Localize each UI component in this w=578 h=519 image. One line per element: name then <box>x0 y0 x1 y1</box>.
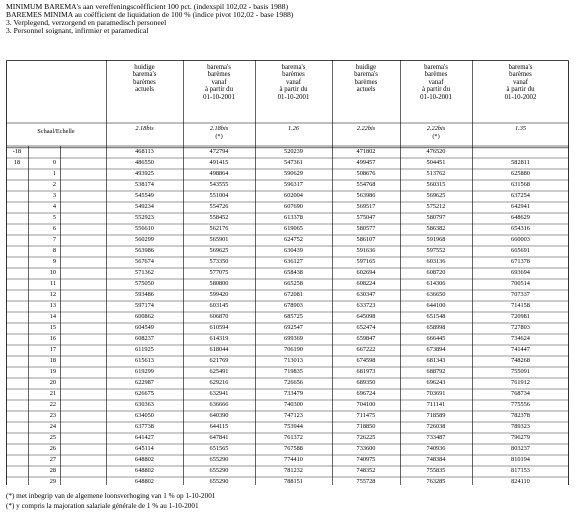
salary-value: 755091 <box>511 368 530 375</box>
salary-value: 596317 <box>284 181 303 188</box>
salary-value: 560299 <box>135 236 154 243</box>
salary-value: 549234 <box>135 203 154 210</box>
salary-value: 689350 <box>356 379 376 386</box>
salary-value: 734624 <box>511 335 530 342</box>
scale-value: 1.26 <box>287 125 300 132</box>
salary-value: 569517 <box>356 203 376 210</box>
seniority-label: 18 <box>13 159 21 166</box>
salary-value: 726225 <box>356 434 376 441</box>
seniority-step: 9 <box>52 258 56 265</box>
title-line-nl: MINIMUM BAREMA's aan vereffeningscoëfficient 100 pct. (indexspil 102,02 - basis 1988) <box>6 2 289 11</box>
scale-value: 2.22bis <box>426 125 446 132</box>
salary-value: 755835 <box>426 467 446 474</box>
salary-value: 499457 <box>356 159 376 166</box>
salary-value: 692547 <box>284 324 303 331</box>
salary-value: 591968 <box>426 236 446 243</box>
salary-value: 700514 <box>511 280 530 287</box>
salary-value: 591636 <box>356 247 376 254</box>
salary-value: 610594 <box>209 324 229 331</box>
salary-value: 575212 <box>426 203 446 210</box>
salary-value: 753944 <box>284 423 303 430</box>
salary-value: 748268 <box>511 357 530 364</box>
footnote-fr: (*) y compris la majoration salariale générale de 1 % au 1-10-2001 <box>6 502 199 510</box>
salary-value: 774410 <box>284 456 303 463</box>
salary-value: 707337 <box>511 291 530 298</box>
salary-value: 558452 <box>209 214 229 221</box>
salary-value: 582811 <box>511 159 530 166</box>
salary-value: 768734 <box>511 390 530 397</box>
salary-value: 688792 <box>426 368 446 375</box>
salary-value: 611925 <box>135 346 154 353</box>
salary-value: 625880 <box>511 170 530 177</box>
salary-value: 824110 <box>511 478 530 485</box>
salary-value: 678903 <box>284 302 303 309</box>
salary-value: 636127 <box>284 258 303 265</box>
salary-value: 632941 <box>209 390 229 397</box>
salary-value: 747123 <box>284 412 303 419</box>
salary-value: 703691 <box>426 390 446 397</box>
seniority-step: 11 <box>49 280 56 287</box>
seniority-step: 25 <box>49 434 56 441</box>
salary-value: 636650 <box>426 291 446 298</box>
salary-value: 796279 <box>511 434 530 441</box>
seniority-step: 17 <box>49 346 56 353</box>
salary-value: 748352 <box>356 467 376 474</box>
salary-value: 665691 <box>511 247 530 254</box>
salary-value: 781232 <box>284 467 303 474</box>
salary-value: 655290 <box>209 478 229 485</box>
salary-value: 586107 <box>356 236 376 243</box>
salary-value: 602694 <box>356 269 376 276</box>
salary-value: 634050 <box>135 412 154 419</box>
salary-value: 789323 <box>511 423 530 430</box>
salary-value: 569625 <box>209 247 229 254</box>
scale-value: 2.18bis <box>135 125 154 132</box>
salary-value: 486550 <box>135 159 154 166</box>
salary-value: 654316 <box>511 225 530 232</box>
column-header: barema's barèmes vanaf à partir du 01-10-2002 <box>504 64 537 101</box>
corner-label: Schaal/Echelle <box>37 128 75 135</box>
salary-value: 740975 <box>356 456 376 463</box>
salary-value: 625491 <box>209 368 229 375</box>
salary-value: 571362 <box>135 269 154 276</box>
seniority-step: 3 <box>52 192 56 199</box>
salary-value: 711141 <box>426 401 446 408</box>
salary-value: 626675 <box>135 390 154 397</box>
salary-value: 597165 <box>356 258 376 265</box>
salary-value: 606870 <box>209 313 229 320</box>
salary-value: 665258 <box>284 280 303 287</box>
seniority-step: 18 <box>49 357 56 364</box>
seniority-step: 10 <box>49 269 56 276</box>
salary-value: 748384 <box>426 456 446 463</box>
seniority-step: 22 <box>49 401 56 408</box>
salary-value: 624752 <box>284 236 303 243</box>
salary-value: 491415 <box>209 159 229 166</box>
salary-value: 740936 <box>426 445 446 452</box>
salary-value: 630347 <box>356 291 376 298</box>
salary-value: 471802 <box>356 148 376 155</box>
salary-value: 468113 <box>135 148 154 155</box>
salary-value: 733600 <box>356 445 376 452</box>
seniority-step: 12 <box>49 291 56 298</box>
salary-value: 567674 <box>135 258 154 265</box>
seniority-step: 4 <box>52 203 56 210</box>
salary-value: 673894 <box>426 346 446 353</box>
salary-value: 563986 <box>135 247 154 254</box>
salary-value: 513762 <box>426 170 446 177</box>
column-header: huidige barema's barèmes actuels <box>132 64 157 94</box>
seniority-step: 8 <box>52 247 56 254</box>
salary-value: 631568 <box>511 181 530 188</box>
seniority-step: 19 <box>49 368 56 375</box>
salary-value: 590629 <box>284 170 303 177</box>
salary-value: 603136 <box>426 258 446 265</box>
salary-value: 580797 <box>426 214 446 221</box>
salary-value: 740300 <box>284 401 303 408</box>
salary-value: 593486 <box>135 291 154 298</box>
column-header: barema's barèmes vanaf à partir du 01-10-2001 <box>203 64 235 101</box>
salary-value: 575050 <box>135 280 154 287</box>
salary-value: 629216 <box>209 379 229 386</box>
salary-value: 630439 <box>284 247 303 254</box>
salary-value: 681343 <box>426 357 446 364</box>
scale-value: 1.35 <box>514 125 527 132</box>
seniority-step: 21 <box>49 390 56 397</box>
salary-value: 547361 <box>284 159 303 166</box>
salary-value: 741447 <box>511 346 530 353</box>
salary-value: 622987 <box>135 379 154 386</box>
salary-value: 619299 <box>135 368 154 375</box>
salary-value: 647841 <box>209 434 229 441</box>
salary-value: 648802 <box>135 467 154 474</box>
seniority-step: 13 <box>49 302 56 309</box>
salary-value: 604549 <box>135 324 154 331</box>
salary-value: 602004 <box>284 192 303 199</box>
seniority-step: 15 <box>49 324 56 331</box>
seniority-step: 0 <box>52 159 56 166</box>
salary-value: 718589 <box>426 412 446 419</box>
seniority-step: 14 <box>49 313 56 320</box>
salary-value: 613378 <box>284 214 303 221</box>
salary-value: 727803 <box>511 324 530 331</box>
salary-value: 655290 <box>209 467 229 474</box>
salary-value: 761372 <box>284 434 303 441</box>
salary-value: 614306 <box>426 280 446 287</box>
salary-value: 644100 <box>426 302 446 309</box>
salary-value: 552923 <box>135 214 154 221</box>
salary-value: 556610 <box>135 225 154 232</box>
salary-value: 667222 <box>356 346 376 353</box>
salary-value: 733487 <box>426 434 446 441</box>
salary-value: 775556 <box>511 401 530 408</box>
salary-value: 659847 <box>356 335 376 342</box>
salary-scale-table <box>6 60 569 485</box>
salary-value: 640390 <box>209 412 229 419</box>
seniority-step: 6 <box>52 225 56 232</box>
salary-value: 696243 <box>426 379 446 386</box>
salary-value: 726038 <box>426 423 446 430</box>
salary-value: 696724 <box>356 390 376 397</box>
salary-value: 577075 <box>209 269 229 276</box>
salary-value: 651548 <box>426 313 446 320</box>
salary-value: 599420 <box>209 291 229 298</box>
salary-value: 644115 <box>209 423 229 430</box>
salary-value: 618044 <box>209 346 229 353</box>
salary-value: 603145 <box>209 302 229 309</box>
salary-value: 681973 <box>356 368 376 375</box>
seniority-step: 27 <box>49 456 56 463</box>
salary-value: 633723 <box>356 302 376 309</box>
salary-value: 597552 <box>426 247 446 254</box>
salary-value: 767588 <box>284 445 303 452</box>
subtitle-line-nl: 3. Verplegend, verzorgend en paramedisch personeel <box>6 18 167 27</box>
salary-value: 608237 <box>135 335 154 342</box>
salary-value: 706190 <box>284 346 303 353</box>
salary-value: 666445 <box>426 335 446 342</box>
salary-value: 671378 <box>511 258 530 265</box>
scale-value: 2.22bis <box>356 125 376 132</box>
salary-value: 672081 <box>284 291 303 298</box>
salary-value: 645098 <box>356 313 376 320</box>
salary-value: 648802 <box>135 456 154 463</box>
salary-value: 733479 <box>284 390 303 397</box>
salary-value: 563986 <box>356 192 376 199</box>
scale-value: 2.18bis <box>209 125 229 132</box>
salary-value: 648802 <box>135 478 154 485</box>
salary-value: 554768 <box>356 181 376 188</box>
salary-value: 645114 <box>135 445 154 452</box>
salary-value: 651565 <box>209 445 229 452</box>
salary-value: 761912 <box>511 379 530 386</box>
seniority-step: 16 <box>49 335 56 342</box>
salary-value: 720981 <box>511 313 530 320</box>
salary-value: 788151 <box>284 478 303 485</box>
seniority-step: 29 <box>49 478 56 485</box>
scale-footnote-mark: (*) <box>432 133 440 140</box>
subtitle-line-fr: 3. Personnel soignant, infirmier et paramedical <box>6 26 149 35</box>
seniority-step: 5 <box>52 214 56 221</box>
seniority-step: 20 <box>49 379 56 386</box>
salary-value: 655290 <box>209 456 229 463</box>
salary-value: 543555 <box>209 181 229 188</box>
salary-value: 641427 <box>135 434 154 441</box>
salary-value: 476520 <box>426 148 446 155</box>
salary-value: 614319 <box>209 335 229 342</box>
salary-value: 660003 <box>511 236 530 243</box>
salary-value: 493925 <box>135 170 154 177</box>
salary-value: 575047 <box>356 214 376 221</box>
seniority-step: 23 <box>49 412 56 419</box>
salary-value: 565901 <box>209 236 229 243</box>
salary-value: 569625 <box>426 192 446 199</box>
salary-value: 637254 <box>511 192 530 199</box>
column-header: huidige barema's barèmes actuels <box>354 64 378 94</box>
salary-value: 803237 <box>511 445 530 452</box>
salary-value: 554726 <box>209 203 229 210</box>
salary-value: 504451 <box>426 159 446 166</box>
scale-footnote-mark: (*) <box>215 133 223 140</box>
salary-value: 562176 <box>209 225 229 232</box>
salary-value: 520239 <box>284 148 303 155</box>
salary-value: 586382 <box>426 225 446 232</box>
salary-value: 704100 <box>356 401 376 408</box>
salary-value: 693694 <box>511 269 530 276</box>
salary-value: 718850 <box>356 423 376 430</box>
salary-value: 498864 <box>209 170 229 177</box>
seniority-step: 26 <box>49 445 56 452</box>
salary-value: 608720 <box>426 269 446 276</box>
salary-value: 711475 <box>356 412 376 419</box>
salary-value: 636666 <box>209 401 229 408</box>
salary-value: 714158 <box>511 302 530 309</box>
salary-value: 658438 <box>284 269 303 276</box>
salary-value: 560315 <box>426 181 446 188</box>
salary-value: 719835 <box>284 368 303 375</box>
salary-value: 597174 <box>135 302 154 309</box>
salary-value: 621769 <box>209 357 229 364</box>
column-header: barema's barèmes vanaf à partir du 01-10-2001 <box>420 64 452 101</box>
salary-value: 685725 <box>284 313 303 320</box>
salary-value: 648629 <box>511 214 530 221</box>
salary-value: 551004 <box>209 192 229 199</box>
salary-value: 810194 <box>511 456 530 463</box>
salary-value: 580800 <box>209 280 229 287</box>
salary-value: 600862 <box>135 313 154 320</box>
column-header: barema's barèmes vanaf à partir du 01-10-2001 <box>277 64 310 101</box>
salary-value: 782378 <box>511 412 530 419</box>
footnote-nl: (*) met inbegrip van de algemene loonsverhoging van 1 % op 1-10-2001 <box>6 492 216 500</box>
salary-value: 699369 <box>284 335 303 342</box>
salary-value: 619065 <box>284 225 303 232</box>
seniority-step: 2 <box>52 181 56 188</box>
seniority-step: 28 <box>49 467 56 474</box>
salary-value: 755728 <box>356 478 376 485</box>
salary-value: 726656 <box>284 379 303 386</box>
seniority-label: -18 <box>12 148 22 155</box>
seniority-step: 1 <box>52 170 56 177</box>
salary-value: 817153 <box>511 467 530 474</box>
salary-value: 615613 <box>135 357 154 364</box>
salary-value: 630363 <box>135 401 154 408</box>
salary-value: 607690 <box>284 203 303 210</box>
salary-value: 713013 <box>284 357 303 364</box>
salary-value: 545549 <box>135 192 154 199</box>
salary-value: 763285 <box>426 478 446 485</box>
title-line-fr: BAREMES MINIMA au coëfficient de liquidation de 100 % (indice pivot 102,02 - base 1988) <box>6 10 294 19</box>
salary-value: 580577 <box>356 225 376 232</box>
salary-value: 538174 <box>135 181 154 188</box>
salary-value: 658998 <box>426 324 446 331</box>
salary-value: 472794 <box>209 148 229 155</box>
salary-value: 637738 <box>135 423 154 430</box>
salary-value: 573350 <box>209 258 229 265</box>
seniority-step: 7 <box>52 236 56 243</box>
salary-value: 652474 <box>356 324 376 331</box>
salary-value: 674598 <box>356 357 376 364</box>
salary-value: 642941 <box>511 203 530 210</box>
salary-value: 508676 <box>356 170 376 177</box>
seniority-step: 24 <box>49 423 56 430</box>
salary-value: 608224 <box>356 280 376 287</box>
